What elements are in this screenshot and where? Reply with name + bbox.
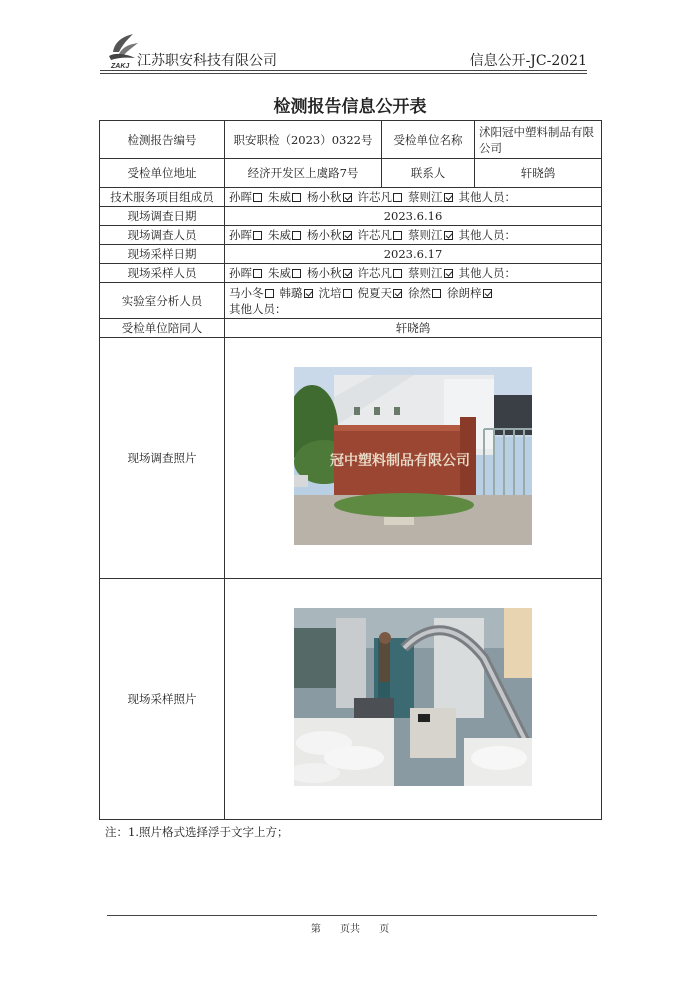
table-row	[100, 245, 602, 264]
unchecked-box-icon	[265, 289, 274, 298]
member-name: 许芯凡	[357, 228, 392, 242]
lab-members-cell	[225, 283, 602, 319]
member-entry	[268, 228, 303, 242]
member-name: 孙晖	[229, 266, 252, 280]
member-name: 蔡则江	[408, 228, 443, 242]
header-rule	[100, 70, 587, 71]
member-name: 杨小秋	[307, 190, 342, 204]
member-entry	[358, 190, 405, 204]
member-entry	[408, 190, 455, 204]
checked-box-icon	[444, 269, 453, 278]
page-title: 检测报告信息公开表	[273, 97, 427, 117]
table-row	[100, 319, 602, 338]
member-entry	[307, 228, 354, 242]
page-counter-part: 第	[310, 924, 321, 935]
member-entry	[319, 286, 354, 300]
table-row	[100, 159, 602, 188]
logo-text: ZAKJ	[111, 63, 130, 70]
member-name: 杨小秋	[307, 228, 342, 242]
sampling-date-label: 现场采样日期	[100, 245, 225, 264]
survey-photo-label: 现场调查照片	[100, 338, 225, 579]
table-row	[100, 226, 602, 245]
member-name: 沈培	[318, 285, 342, 300]
member-name: 杨小秋	[307, 266, 342, 280]
photo-sign-text: 冠中塑料制品有限公司	[330, 453, 470, 469]
member-name: 孙晖	[229, 228, 252, 242]
member-name: 韩璐	[279, 285, 303, 300]
member-name: 许芯凡	[357, 266, 392, 280]
member-name: 其他人员：	[458, 228, 516, 242]
table-row	[100, 188, 602, 207]
surveyors-members	[225, 226, 602, 245]
company-name: 江苏职安科技有限公司	[137, 53, 277, 69]
lab-members	[229, 285, 597, 301]
client-value: 沭阳冠中塑料制品有限公司	[475, 121, 602, 159]
surveyors-label: 现场调查人员	[100, 226, 225, 245]
survey-photo-cell	[225, 338, 602, 579]
member-entry	[229, 266, 264, 280]
unchecked-box-icon	[432, 289, 441, 298]
member-name: 徐朗梓	[447, 285, 482, 300]
unchecked-box-icon	[253, 269, 262, 278]
sampling-photo	[294, 608, 532, 786]
member-entry	[307, 266, 354, 280]
samplers-label: 现场采样人员	[100, 264, 225, 283]
escort-value: 轩晓鸽	[225, 319, 602, 338]
checked-box-icon	[343, 193, 352, 202]
team-members	[225, 188, 602, 207]
member-entry	[358, 266, 405, 280]
page-header	[100, 30, 587, 70]
unchecked-box-icon	[292, 193, 301, 202]
report-info-table	[99, 120, 602, 820]
page-counter-part: 页共	[340, 924, 360, 935]
contact-value: 轩晓鸽	[475, 159, 602, 188]
member-name: 倪夏天	[357, 285, 392, 300]
member-name: 马小冬	[229, 285, 264, 300]
member-entry	[358, 228, 405, 242]
member-entry	[408, 228, 455, 242]
unchecked-box-icon	[393, 269, 402, 278]
member-name: 蔡则江	[408, 266, 443, 280]
sampling-photo-label: 现场采样照片	[100, 579, 225, 820]
member-entry	[408, 286, 443, 300]
member-entry	[229, 190, 264, 204]
header-rule-secondary	[100, 73, 587, 74]
checked-box-icon	[483, 289, 492, 298]
unchecked-box-icon	[292, 231, 301, 240]
survey-photo	[294, 367, 532, 545]
member-name: 其他人员：	[458, 266, 516, 280]
member-entry	[358, 286, 405, 300]
member-entry	[459, 228, 517, 242]
member-name: 孙晖	[229, 190, 252, 204]
contact-label: 联系人	[382, 159, 475, 188]
table-row	[100, 338, 602, 579]
unchecked-box-icon	[253, 231, 262, 240]
checked-box-icon	[393, 289, 402, 298]
member-name: 朱威	[268, 190, 291, 204]
member-entry	[280, 286, 315, 300]
member-entry	[447, 286, 494, 300]
table-row	[100, 207, 602, 226]
unchecked-box-icon	[393, 231, 402, 240]
unchecked-box-icon	[343, 289, 352, 298]
member-entry	[459, 190, 517, 204]
table-row	[100, 283, 602, 319]
survey-date-value: 2023.6.16	[225, 207, 602, 226]
member-name: 朱威	[268, 266, 291, 280]
member-entry	[268, 190, 303, 204]
checked-box-icon	[444, 193, 453, 202]
member-entry	[408, 266, 455, 280]
unchecked-box-icon	[253, 193, 262, 202]
unchecked-box-icon	[292, 269, 301, 278]
document-code: 信息公开-JC-2021	[469, 53, 587, 69]
table-row	[100, 121, 602, 159]
page-counter-part: 页	[379, 924, 390, 935]
table-row	[100, 264, 602, 283]
checked-box-icon	[444, 231, 453, 240]
address-value: 经济开发区上虞路7号	[225, 159, 382, 188]
sampling-photo-cell	[225, 579, 602, 820]
member-entry	[459, 266, 517, 280]
page-counter	[0, 920, 700, 935]
member-name: 许芯凡	[357, 190, 392, 204]
member-entry	[268, 266, 303, 280]
member-entry	[229, 228, 264, 242]
member-name: 其他人员：	[458, 190, 516, 204]
footer-rule	[107, 915, 597, 916]
lab-others: 其他人员：	[229, 301, 287, 316]
team-label: 技术服务项目组成员	[100, 188, 225, 207]
samplers-members	[225, 264, 602, 283]
survey-date-label: 现场调查日期	[100, 207, 225, 226]
unchecked-box-icon	[393, 193, 402, 202]
table-row	[100, 579, 602, 820]
footnote: 注：1.照片格式选择浮于文字上方；	[105, 825, 289, 839]
member-name: 朱威	[268, 228, 291, 242]
checked-box-icon	[304, 289, 313, 298]
lab-label: 实验室分析人员	[100, 283, 225, 319]
address-label: 受检单位地址	[100, 159, 225, 188]
company-logo-icon	[105, 30, 141, 70]
member-name: 蔡则江	[408, 190, 443, 204]
member-entry	[229, 286, 276, 300]
report-no-label: 检测报告编号	[100, 121, 225, 159]
checked-box-icon	[343, 231, 352, 240]
client-label: 受检单位名称	[382, 121, 475, 159]
sampling-date-value: 2023.6.17	[225, 245, 602, 264]
member-name: 徐然	[408, 285, 431, 300]
report-no-value: 职安职检（2023）0322号	[225, 121, 382, 159]
member-entry	[307, 190, 354, 204]
escort-label: 受检单位陪同人	[100, 319, 225, 338]
checked-box-icon	[343, 269, 352, 278]
